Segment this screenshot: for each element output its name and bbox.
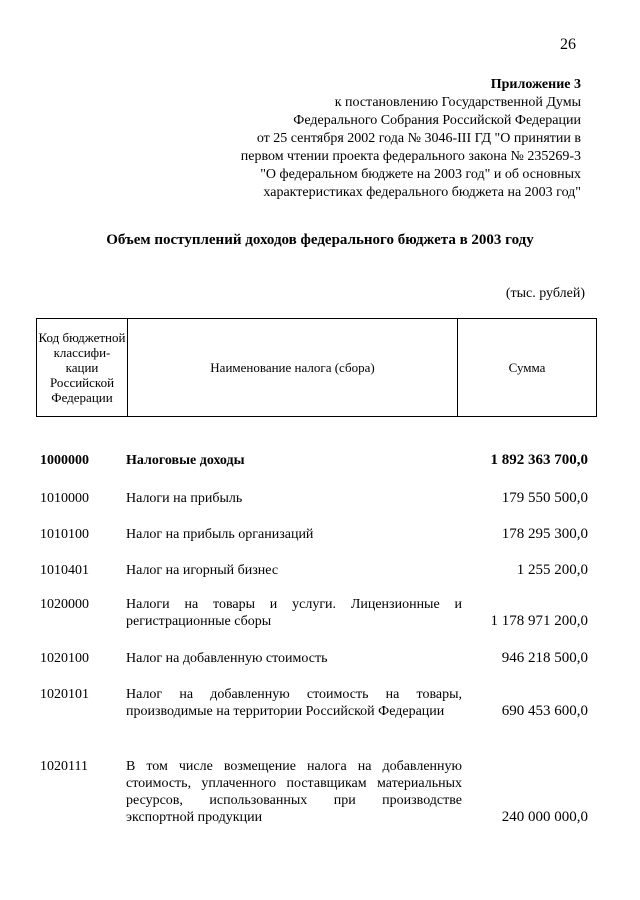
row-name: Налог на прибыль организаций <box>126 527 314 542</box>
appendix-line: Федерального Собрания Российской Федерации <box>293 113 581 128</box>
row-amount: 1 178 971 200,0 <box>490 613 588 629</box>
row-name: Налоги на товары и услуги. Лицензионные и регистрационные сборы <box>126 597 462 629</box>
header-name: Наименование налога (сбора) <box>128 319 458 417</box>
row-name: В том числе возмещение налога на добавленную стоимость, уплаченного поставщикам материальных ресурсов, использованных при производстве экспортной продукции <box>126 759 462 825</box>
row-name: Налоговые доходы <box>126 453 245 468</box>
page-number: 26 <box>560 36 576 53</box>
appendix-line: к постановлению Государственной Думы <box>334 95 581 110</box>
row-code: 1020101 <box>40 687 89 702</box>
row-code: 1010401 <box>40 563 89 578</box>
table-row <box>40 526 588 543</box>
row-amount: 1 255 200,0 <box>516 562 588 578</box>
row-name: Налог на добавленную стоимость <box>126 651 328 666</box>
row-name: Налог на игорный бизнес <box>126 563 279 578</box>
table-row <box>40 490 588 507</box>
row-name: Налог на добавленную стоимость на товары, производимые на территории Российской Федерации <box>126 687 462 719</box>
row-amount: 240 000 000,0 <box>501 809 588 825</box>
appendix-line: "О федеральном бюджете на 2003 год" и об основных <box>260 167 581 182</box>
row-code: 1020100 <box>40 651 89 666</box>
row-code: 1020000 <box>40 597 89 612</box>
row-code: 1010000 <box>40 491 89 506</box>
appendix-block <box>161 76 581 202</box>
row-amount: 690 453 600,0 <box>501 703 588 719</box>
row-name: Налоги на прибыль <box>126 491 243 506</box>
row-code: 1010100 <box>40 527 89 542</box>
document-title: Объем поступлений доходов федерального бюджета в 2003 году <box>106 232 534 248</box>
table-row <box>40 686 588 720</box>
units-label: (тыс. рублей) <box>505 286 585 301</box>
table-row <box>40 596 588 630</box>
row-amount: 946 218 500,0 <box>501 650 588 666</box>
row-code: 1020111 <box>40 759 88 774</box>
table-row <box>40 562 588 579</box>
appendix-line: первом чтении проекта федерального закона № 235269-3 <box>240 149 581 164</box>
row-amount: 178 295 300,0 <box>501 526 588 542</box>
header-code: Код бюджетной классифи- кации Российской Федерации <box>37 319 128 417</box>
row-code: 1000000 <box>40 453 89 468</box>
appendix-line: характеристиках федерального бюджета на 2003 год" <box>263 185 581 200</box>
appendix-line: от 25 сентября 2002 года № 3046-III ГД "О принятии в <box>256 131 581 146</box>
table-row <box>40 452 588 469</box>
header-amount: Сумма <box>458 319 597 417</box>
header-table <box>36 318 597 417</box>
table-row <box>40 650 588 667</box>
table-row <box>40 758 588 826</box>
appendix-title: Приложение 3 <box>490 77 581 92</box>
row-amount: 1 892 363 700,0 <box>490 452 588 468</box>
row-amount: 179 550 500,0 <box>501 490 588 506</box>
